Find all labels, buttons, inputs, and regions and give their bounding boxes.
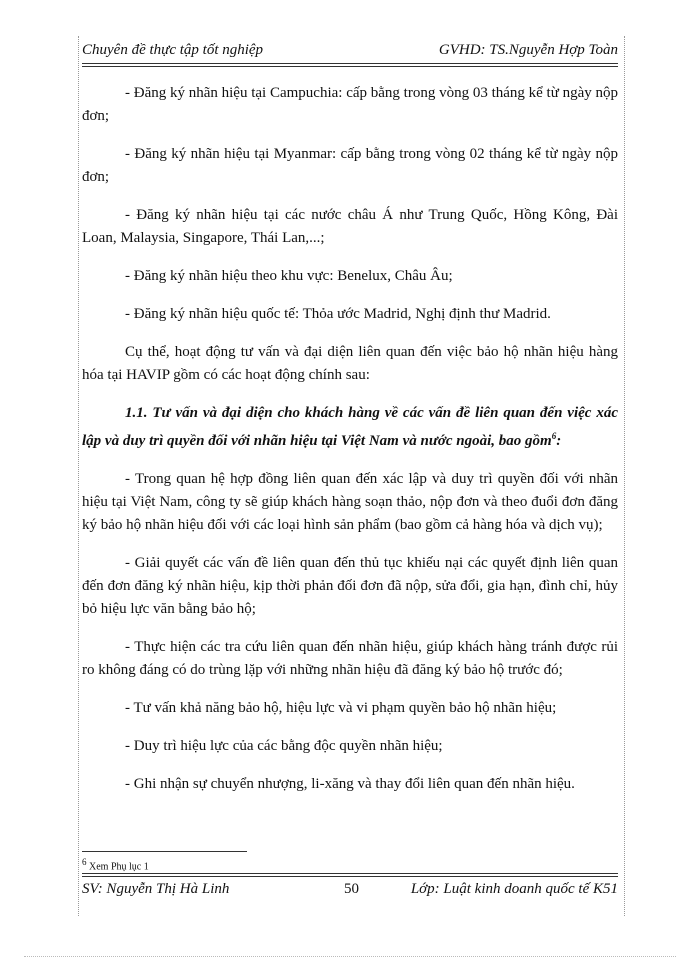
footer-rule xyxy=(82,873,618,877)
footnote-number: 6 xyxy=(82,857,87,867)
paragraph-asia: - Đăng ký nhãn hiệu tại các nước châu Á như Trung Quốc, Hồng Kông, Đài Loan, Malaysia, Singapore, Thái Lan,...; xyxy=(82,207,618,246)
paragraph-transfer: - Ghi nhận sự chuyển nhượng, li-xăng và thay đổi liên quan đến nhãn hiệu. xyxy=(125,776,575,792)
paragraph-complaints: - Giải quyết các vấn đề liên quan đến thủ tục khiếu nại các quyết định liên quan đến đơn đăng ký nhãn hiệu, kịp thời phản đối đơn đã nộp, sửa đổi, gia hạn, đình chỉ, hủy bỏ hiệu lực văn bằng bảo hộ; xyxy=(82,555,618,617)
paragraph-contract: - Trong quan hệ hợp đồng liên quan đến xác lập và duy trì quyền đối với nhãn hiệu tại Việt Nam, công ty sẽ giúp khách hàng soạn thảo, nộp đơn và theo đuổi đơn đăng ký bảo hộ nhãn hiệu đối với các loại hình sản phẩm (bao gồm cả hàng hóa và dịch vụ); xyxy=(82,471,618,533)
footer-student: SV: Nguyễn Thị Hà Linh xyxy=(82,881,230,897)
paragraph-region: - Đăng ký nhãn hiệu theo khu vực: Benelux, Châu Âu; xyxy=(125,268,453,284)
paragraph-international: - Đăng ký nhãn hiệu quốc tế: Thỏa ước Madrid, Nghị định thư Madrid. xyxy=(125,306,551,322)
footnote xyxy=(82,856,149,873)
footnote-ref[interactable]: 6 xyxy=(551,431,557,441)
page-header xyxy=(82,41,618,59)
page-footer xyxy=(82,880,618,898)
paragraph-maintain: - Duy trì hiệu lực của các bằng độc quyền nhãn hiệu; xyxy=(125,738,443,754)
footnote-text: Xem Phụ lục 1 xyxy=(86,861,149,873)
paragraph-myanmar: - Đăng ký nhãn hiệu tại Myanmar: cấp bằng trong vòng 02 tháng kể từ ngày nộp đơn; xyxy=(82,146,618,185)
page-number: 50 xyxy=(344,881,359,897)
paragraph-consulting: - Tư vấn khả năng bảo hộ, hiệu lực và vi phạm quyền bảo hộ nhãn hiệu; xyxy=(125,700,557,716)
footer-class: Lớp: Luật kinh doanh quốc tế K51 xyxy=(410,881,618,897)
header-advisor: GVHD: TS.Nguyễn Hợp Toàn xyxy=(438,42,618,58)
footnote-rule xyxy=(82,851,247,852)
section-heading xyxy=(82,402,618,453)
section-heading-colon: : xyxy=(556,433,562,449)
document-body xyxy=(82,82,618,811)
paragraph-search: - Thực hiện các tra cứu liên quan đến nhãn hiệu, giúp khách hàng tránh được rủi ro không đáng có do trùng lặp với những nhãn hiệu đã đăng ký bảo hộ trước đó; xyxy=(82,639,618,678)
header-title: Chuyên đề thực tập tốt nghiệp xyxy=(82,42,264,58)
section-heading-text: 1.1. Tư vấn và đại diện cho khách hàng về các vấn đề liên quan đến việc xác lập và duy trì quyền đối với nhãn hiệu tại Việt Nam và nước ngoài, bao gồm xyxy=(82,405,618,449)
paragraph-cambodia: - Đăng ký nhãn hiệu tại Campuchia: cấp bằng trong vòng 03 tháng kể từ ngày nộp đơn; xyxy=(82,85,619,124)
paragraph-intro: Cụ thể, hoạt động tư vấn và đại diện liên quan đến việc bảo hộ nhãn hiệu hàng hóa tại HAVIP gồm có các hoạt động chính sau: xyxy=(82,344,618,383)
header-rule xyxy=(82,63,618,67)
page-break-line xyxy=(24,956,676,957)
